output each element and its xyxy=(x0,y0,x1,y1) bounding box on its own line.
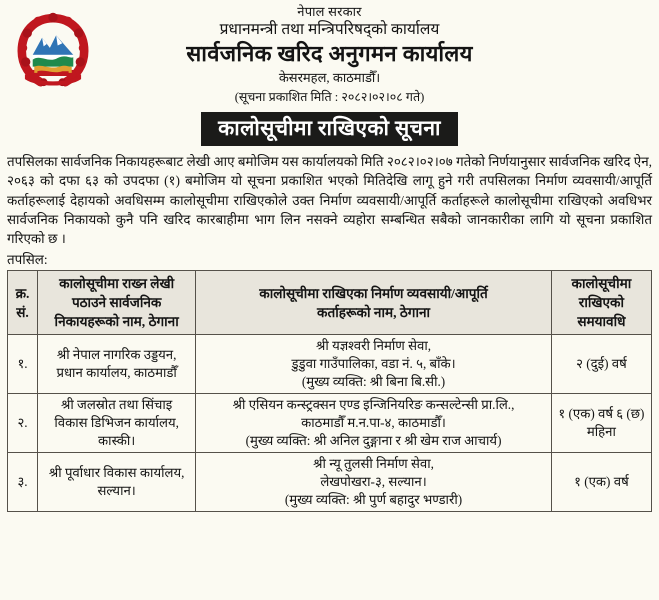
firm-contact-person: (मुख्य व्यक्ति: श्री पुर्ण बहादुर भण्डारी) xyxy=(284,492,463,508)
agency-header-line-2: पठाउने सार्वजनिक xyxy=(71,295,162,311)
government-name: नेपाल सरकार xyxy=(297,4,362,19)
cell-firm xyxy=(196,453,552,512)
cell-duration: १ (एक) वर्ष ६ (छ) महिना xyxy=(551,394,651,453)
schedule-label: तपसिल: xyxy=(7,252,48,268)
cell-firm xyxy=(196,394,552,453)
cell-serial-number: १. xyxy=(8,335,38,394)
table-row xyxy=(8,453,652,512)
notice-body xyxy=(7,152,652,248)
firm-line-2: काठमाडौँ म.न.पा-४, काठमाडौँ। xyxy=(301,415,446,431)
table-row xyxy=(8,335,652,394)
serial-header-line-2: सं. xyxy=(16,304,29,320)
firm-line-2: लेखपोखरा-३, सल्यान। xyxy=(320,474,427,490)
firm-line-1: श्री न्यू तुलसी निर्माण सेवा, xyxy=(313,456,434,472)
column-header-firm xyxy=(196,271,552,335)
cell-duration: १ (एक) वर्ष xyxy=(551,453,651,512)
agency-line-1: श्री नेपाल नागरिक उड्डयन, xyxy=(56,347,177,363)
firm-line-1: श्री यज्ञश्वरी निर्माण सेवा, xyxy=(316,338,432,354)
serial-header-line-1: क्र. xyxy=(15,285,30,301)
document-header xyxy=(0,0,659,108)
agency-line-1: श्री पूर्वाधार विकास कार्यालय, xyxy=(48,465,185,481)
agency-line-2: प्रधान कार्यालय, काठमाडौँ xyxy=(56,365,177,381)
firm-contact-person: (मुख्य व्यक्ति: श्री अनिल दुङ्गाना र श्री खेम राज आचार्य) xyxy=(245,433,502,449)
cell-agency xyxy=(38,394,196,453)
ministry-name: प्रधानमन्त्री तथा मन्त्रिपरिषद्को कार्यालय xyxy=(219,21,440,38)
blacklist-table xyxy=(7,270,652,512)
table-row xyxy=(8,394,652,453)
cell-agency xyxy=(38,453,196,512)
cell-serial-number: ३. xyxy=(8,453,38,512)
firm-header-line-1: कालोसूचीमा राखिएका निर्माण व्यवसायी/आपूर्ति xyxy=(259,285,488,301)
agency-header-line-3: निकायहरूको नाम, ठेगाना xyxy=(54,314,179,330)
column-header-agency xyxy=(38,271,196,335)
office-name: सार्वजनिक खरिद अनुगमन कार्यालय xyxy=(186,41,473,66)
cell-agency xyxy=(38,335,196,394)
duration-header-line-1: कालोसूचीमा xyxy=(571,276,632,292)
office-address: केसरमहल, काठमाडौँ। xyxy=(278,70,381,85)
agency-line-1: श्री जलस्रोत तथा सिंचाइ xyxy=(60,397,173,413)
publication-date: (सूचना प्रकाशित मिति : २०८२।०२।०८ गते) xyxy=(234,90,425,104)
notice-title-wrap xyxy=(0,112,659,146)
firm-header-line-2: कर्ताहरूको नाम, ठेगाना xyxy=(317,304,431,320)
column-header-serial-number xyxy=(8,271,38,335)
blacklist-table-wrap xyxy=(7,270,652,512)
cell-serial-number: २. xyxy=(8,394,38,453)
duration-header-line-2: राखिएको xyxy=(578,295,624,311)
agency-line-2: सल्यान। xyxy=(97,483,136,499)
notice-paragraph: तपसिलका सार्वजनिक निकायहरूबाट लेखी आए बमोजिम यस कार्यालयको मिति २०८२।०२।०७ गतेको निर्णयानुसार सार्वजनिक खरिद ऐन, २०६३ को दफा ६३ को उपदफा (१) बमोजिम यो सूचना प्रकाशित भएको मितिदेखि लागू हुने गरी तपसिलका निर्माण व्यवसायी/आपूर्ति कर्ताहरूलाई देहायको अवधिसम्म कालोसूचीमा राखिएकोले उक्त निर्माण व्यवसायी/आपूर्ति कर्ताहरूले कालोसूचीमा राखिएको अवधिभर सार्वजनिक निकायको कुनै पनि खरिद कारबाहीमा भाग लिन नसक्ने व्यहोरा सम्बन्धित सबैको जानकारीका लागि यो सूचना प्रकाशित गरिएको छ । xyxy=(7,154,652,247)
table-header-row xyxy=(8,271,652,335)
agency-line-2: विकास डिभिजन कार्यालय, xyxy=(54,415,179,431)
notice-title: कालोसूचीमा राखिएको सूचना xyxy=(201,112,458,146)
duration-header-line-3: समयावधि xyxy=(577,314,626,330)
column-header-duration xyxy=(551,271,651,335)
firm-line-2: डुडुवा गाउँपालिका, वडा नं. ५, बाँके। xyxy=(291,356,456,372)
cell-duration: २ (दुई) वर्ष xyxy=(551,335,651,394)
agency-line-3: कास्की। xyxy=(98,433,136,449)
nepal-government-emblem-icon xyxy=(14,12,92,90)
firm-line-1: श्री एसियन कन्स्ट्रक्सन एण्ड इन्जिनियरिङ कन्सल्टेन्सी प्रा.लि., xyxy=(232,397,515,413)
agency-header-line-1: कालोसूचीमा राख्न लेखी xyxy=(59,276,175,292)
cell-firm xyxy=(196,335,552,394)
firm-contact-person: (मुख्य व्यक्ति: श्री बिना बि.सी.) xyxy=(301,374,446,390)
